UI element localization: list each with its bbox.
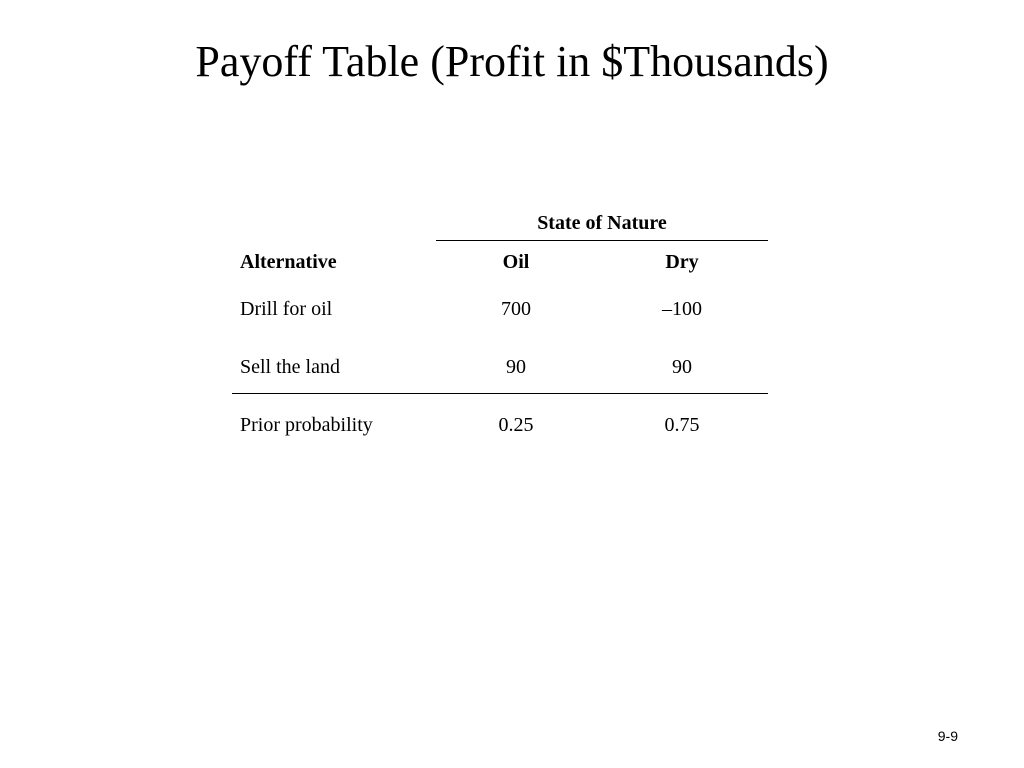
column-header-alternative: Alternative: [240, 251, 337, 273]
cell-sell-dry: 90: [672, 356, 692, 378]
row-label-sell-the-land: Sell the land: [240, 356, 340, 378]
row-label-drill-for-oil: Drill for oil: [240, 298, 333, 320]
row-label-prior-probability: Prior probability: [240, 414, 373, 436]
page-number: 9-9: [937, 728, 958, 744]
cell-drill-oil: 700: [501, 298, 531, 320]
state-of-nature-rule: [436, 240, 768, 241]
column-header-oil: Oil: [502, 251, 530, 273]
prior-probability-rule: [232, 393, 768, 394]
state-of-nature-header: State of Nature: [537, 212, 667, 234]
cell-drill-dry: –100: [662, 298, 702, 320]
slide-title: Payoff Table (Profit in $Thousands): [195, 37, 829, 86]
column-header-dry: Dry: [665, 251, 699, 273]
cell-prior-oil: 0.25: [498, 414, 534, 436]
cell-sell-oil: 90: [506, 356, 526, 378]
cell-prior-dry: 0.75: [664, 414, 700, 436]
